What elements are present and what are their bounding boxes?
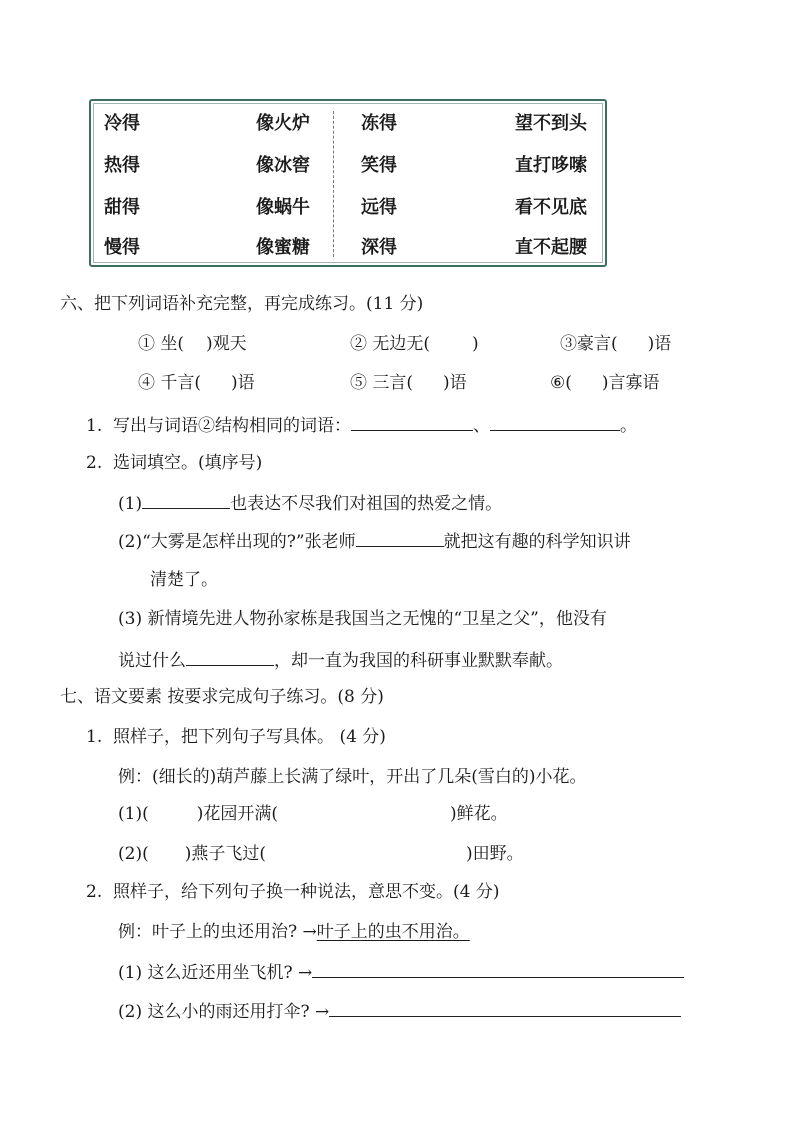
rewrite-item-2 (118, 999, 681, 1023)
idiom-item-6 (550, 372, 660, 394)
answer-blank[interactable] (351, 413, 473, 431)
item-label: (3) (118, 609, 143, 629)
idiom-text: 无边无( (367, 334, 431, 354)
idiom-text: 豪言( (577, 334, 618, 354)
section6-heading: 六、把下列词语补充完整，再完成练习。(11 分) (60, 294, 424, 314)
item-number: ④ (138, 373, 155, 393)
idiom-item-2 (350, 333, 479, 355)
item-label: (2) (118, 844, 143, 864)
expand-item-2 (118, 843, 524, 865)
answer-blank[interactable] (142, 491, 230, 509)
fill-item-2 (118, 529, 631, 553)
item-label: (2) (118, 532, 143, 552)
idiom-text: )语 (647, 334, 672, 354)
idiom-text: )观天 (206, 334, 247, 354)
question-text: 照样子，给下列句子换一种说法，意思不变。(4 分) (113, 882, 500, 902)
item-label: (2) (118, 1002, 143, 1022)
idiom-item-4 (138, 372, 255, 394)
match-word[interactable]: 笑得 (361, 155, 397, 176)
idiom-item-5 (350, 372, 467, 394)
match-word[interactable]: 望不到头 (515, 113, 587, 134)
item-number: ② (350, 334, 367, 354)
idiom-text: )言寡语 (601, 373, 660, 393)
item-text: ，却一直为我国的科研事业默默奉献。 (274, 651, 563, 671)
example-text: 例：叶子上的虫还用治? → (118, 922, 317, 942)
item-label: (1) (118, 494, 143, 514)
match-word[interactable]: 深得 (361, 237, 397, 258)
match-word[interactable]: 远得 (361, 197, 397, 218)
item-text: “大雾是怎样出现的?”张老师 (142, 532, 356, 552)
item-text: 说过什么 (118, 651, 186, 671)
idiom-text: )语 (443, 373, 467, 393)
expand-item-1 (118, 803, 508, 825)
item-text: 这么小的雨还用打伞? → (142, 1002, 330, 1022)
question-number: 2. (86, 882, 103, 902)
match-word[interactable]: 像冰窖 (256, 155, 310, 176)
period: 。 (620, 416, 638, 436)
answer-line[interactable] (312, 960, 684, 978)
item-text: )鲜花。 (450, 804, 508, 824)
item-text: )花园开满( (196, 804, 278, 824)
idiom-text: 千言( (155, 373, 202, 393)
match-word[interactable]: 冻得 (361, 113, 397, 134)
idiom-item-3 (560, 333, 671, 355)
fill-item-1 (118, 491, 502, 515)
s7-q1-example: 例：(细长的)葫芦藤上长满了绿叶，开出了几朵(雪白的)小花。 (118, 767, 587, 787)
idiom-text: ) (472, 334, 479, 354)
s6-question-2 (86, 452, 262, 474)
item-text: )燕子飞过( (184, 844, 266, 864)
item-text: ( (142, 804, 149, 824)
match-word[interactable]: 像火炉 (256, 113, 310, 134)
idiom-text: )语 (231, 373, 255, 393)
item-label: (1) (118, 963, 143, 983)
item-text: 也表达不尽我们对祖国的热爱之情。 (230, 494, 503, 514)
match-word[interactable]: 看不见底 (515, 197, 587, 218)
match-word[interactable]: 直打哆嗦 (515, 155, 587, 176)
answer-blank[interactable] (186, 648, 274, 666)
question-text: 写出与词语②结构相同的词语： (113, 416, 352, 436)
item-text: 新情境先进人物孙家栋是我国当之无愧的“卫星之父”，他没有 (142, 609, 607, 629)
item-text: 这么近还用坐飞机? → (142, 963, 313, 983)
example-answer: 叶子上的虫不用治。 (316, 922, 470, 942)
s6-question-1 (86, 413, 637, 437)
answer-blank[interactable] (356, 529, 444, 547)
fill-item-3-cont (118, 648, 563, 672)
match-word[interactable]: 像蜜糖 (256, 237, 310, 258)
item-text: )田野。 (466, 844, 524, 864)
column-divider (333, 111, 334, 257)
question-number: 2. (86, 453, 103, 473)
question-number: 1. (86, 416, 103, 436)
fill-item-3 (118, 608, 607, 630)
fill-item-2-cont: 清楚了。 (150, 570, 218, 590)
match-word[interactable]: 冷得 (104, 113, 140, 134)
item-text: ( (142, 844, 149, 864)
answer-blank[interactable] (490, 413, 620, 431)
separator: 、 (473, 416, 491, 436)
s7-question-2 (86, 881, 500, 903)
item-number: ⑤ (350, 373, 367, 393)
idiom-item-1 (138, 333, 247, 355)
section7-heading: 七、语文要素 按要求完成句子练习。(8 分) (60, 687, 384, 707)
item-number: ⑥ (550, 373, 566, 393)
question-number: 1. (86, 727, 103, 747)
question-text: 选词填空。(填序号) (113, 453, 263, 473)
item-text: 就把这有趣的科学知识讲 (443, 532, 631, 552)
answer-line[interactable] (329, 999, 681, 1017)
idiom-text: 三言( (367, 373, 414, 393)
item-number: ③ (560, 334, 577, 354)
question-text: 照样子，把下列句子写具体。 (4 分) (113, 727, 386, 747)
s7-q2-example (118, 921, 470, 943)
item-label: (1) (118, 804, 143, 824)
rewrite-item-1 (118, 960, 684, 984)
match-word[interactable]: 热得 (104, 155, 140, 176)
idiom-text: ( (565, 373, 572, 393)
idiom-text: 坐( (155, 334, 185, 354)
item-number: ① (138, 334, 155, 354)
match-word[interactable]: 直不起腰 (515, 237, 587, 258)
match-word[interactable]: 甜得 (104, 197, 140, 218)
s7-question-1 (86, 726, 386, 748)
match-word[interactable]: 像蜗牛 (256, 197, 310, 218)
match-word[interactable]: 慢得 (104, 237, 140, 258)
